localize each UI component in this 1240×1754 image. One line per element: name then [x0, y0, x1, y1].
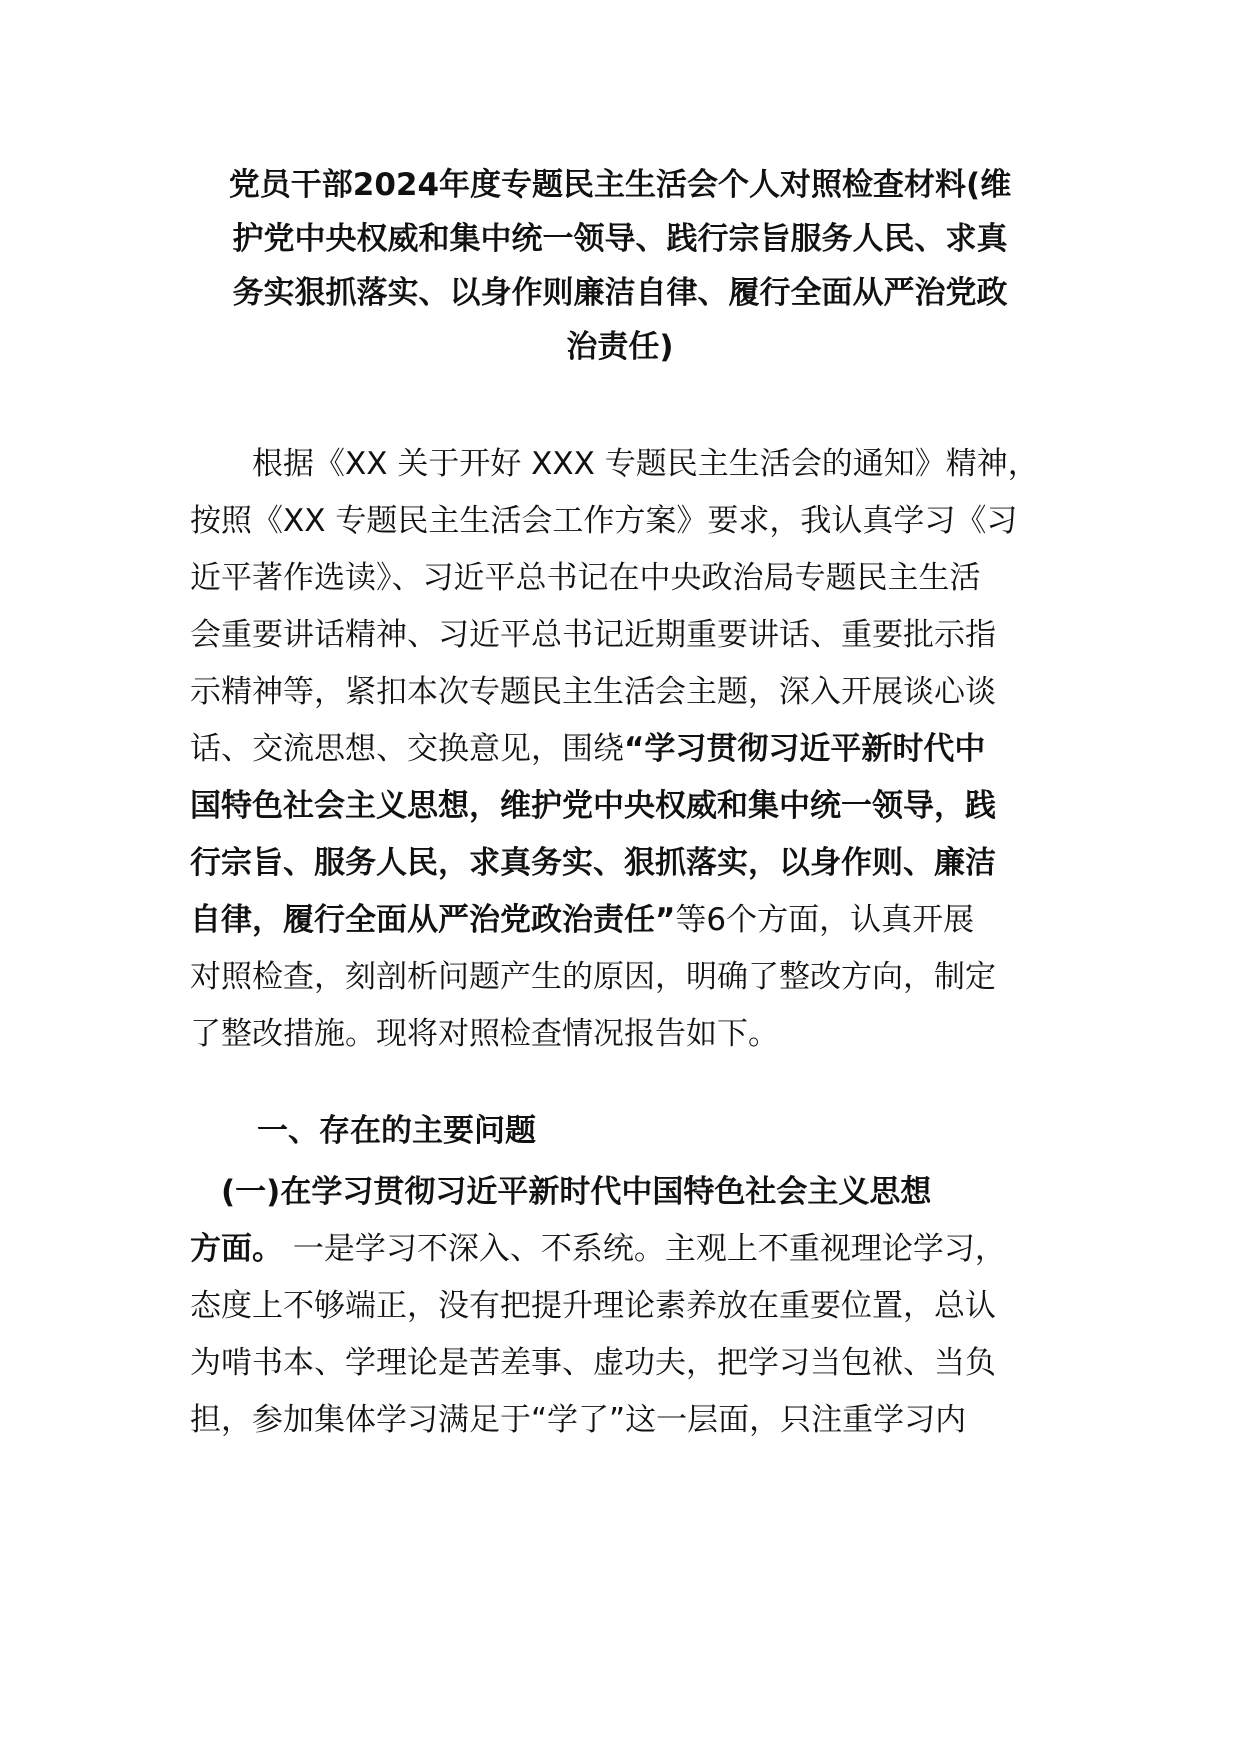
- paragraph-line: 会重要讲话精神、习近平总书记近期重要讲话、重要批示指: [190, 617, 996, 653]
- title-line: 党员干部2024年度专题民主生活会个人对照检查材料(维: [228, 167, 1012, 203]
- paragraph-line: 近平著作选读》、习近平总书记在中央政治局专题民主生活: [190, 560, 981, 596]
- plain-text: 一是学习不深入、不系统。主观上不重视理论学习，: [283, 1231, 1006, 1267]
- paragraph-line: [190, 892, 1060, 949]
- emphasized-theme-line: 国特色社会主义思想，维护党中央权威和集中统一领导，践: [190, 788, 996, 824]
- document-title: [185, 158, 1055, 374]
- paragraph-line: 了整改措施。现将对照检查情况报告如下。: [190, 1016, 779, 1052]
- paragraph-line: 根据《XX 关于开好 XXX 专题民主生活会的通知》精神，: [190, 446, 1039, 482]
- title-line: 治责任): [566, 329, 674, 365]
- plain-text: 话、交流思想、交换意见，围绕: [190, 731, 624, 767]
- section-heading: 一、存在的主要问题: [257, 1113, 536, 1149]
- title-line: 护党中央权威和集中统一领导、践行宗旨服务人民、求真: [232, 221, 1008, 257]
- intro-paragraph: [190, 436, 1060, 1063]
- paragraph-line: 担，参加集体学习满足于“学了”这一层面，只注重学习内: [190, 1402, 967, 1438]
- paragraph-line: 示精神等，紧扣本次专题民主生活会主题，深入开展谈心谈: [190, 674, 996, 710]
- emphasized-theme-line: 行宗旨、服务人民，求真务实、狠抓落实，以身作则、廉洁: [190, 845, 996, 881]
- paragraph-line: 对照检查，刻剖析问题产生的原因，明确了整改方向，制定: [190, 959, 996, 995]
- paragraph-line: 按照《XX 专题民主生活会工作方案》要求，我认真学习《习: [190, 503, 1018, 539]
- section-one-paragraph: [190, 1164, 1060, 1449]
- paragraph-line: 为啃书本、学理论是苦差事、虚功夫，把学习当包袱、当负: [190, 1345, 996, 1381]
- subsection-heading: (一)在学习贯彻习近平新时代中国特色社会主义思想: [190, 1174, 932, 1210]
- subsection-heading-end: 方面。: [190, 1231, 283, 1267]
- emphasized-theme: “学习贯彻习近平新时代中: [624, 731, 986, 767]
- title-line: 务实狠抓落实、以身作则廉洁自律、履行全面从严治党政: [232, 275, 1008, 311]
- paragraph-line: [190, 721, 1060, 778]
- paragraph-line: 态度上不够端正，没有把提升理论素养放在重要位置，总认: [190, 1288, 996, 1324]
- paragraph-line: [190, 1221, 1060, 1278]
- emphasized-theme: 自律，履行全面从严治党政治责任”: [190, 902, 676, 938]
- plain-text: 等6个方面，认真开展: [675, 902, 975, 938]
